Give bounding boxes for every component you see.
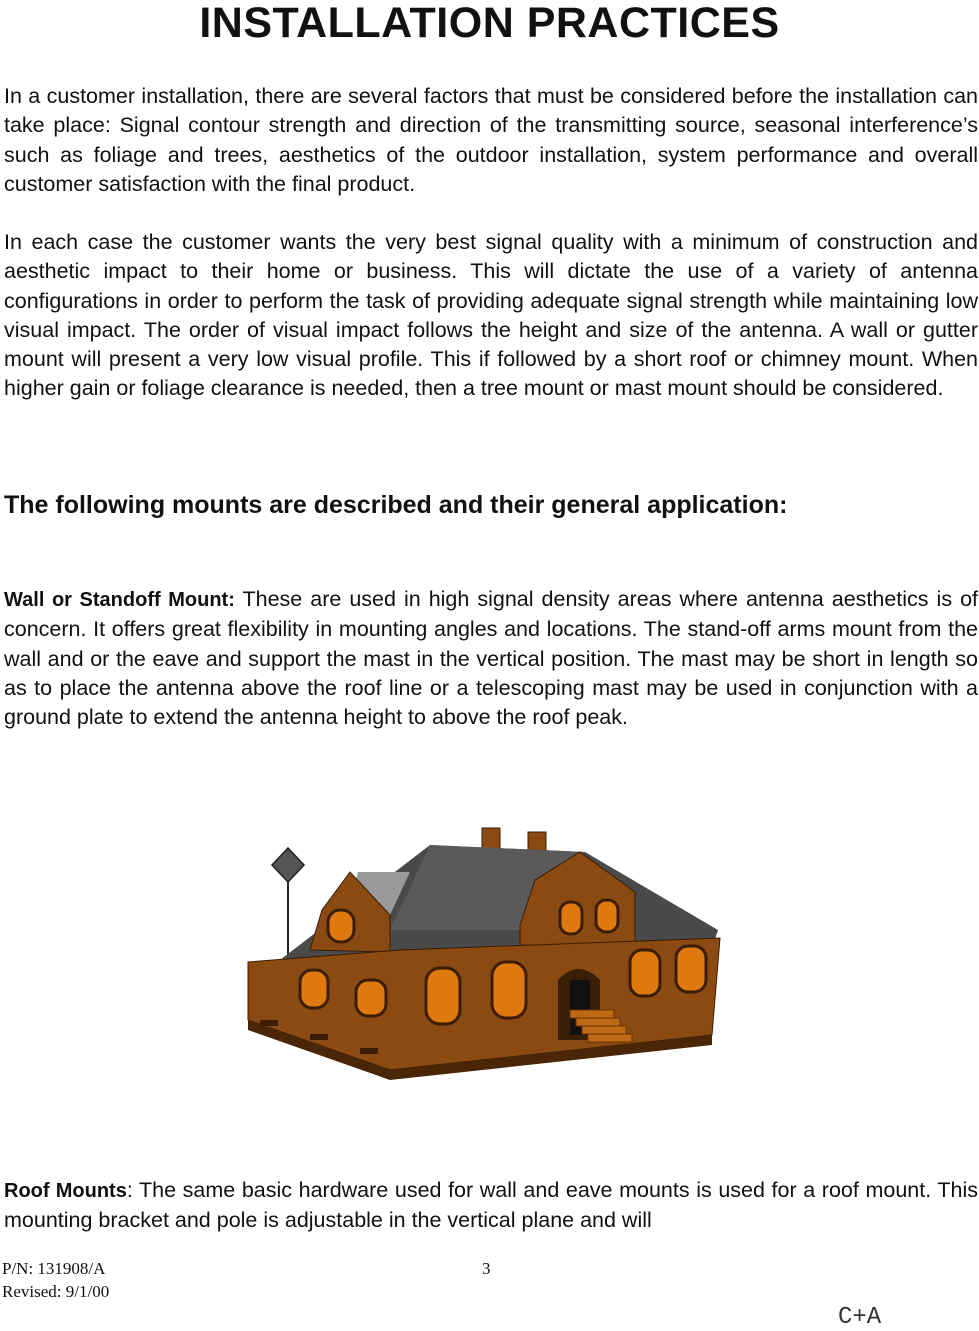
section-heading: The following mounts are described and their general application: [4, 491, 788, 519]
roof-mount-paragraph [4, 1176, 978, 1236]
roof-mount-lead: Roof Mounts [4, 1180, 127, 1202]
roof-mount-text: : The same basic hardware used for wall and eave mounts is used for a roof mount. This mounting bracket and pole is adjustable in the vertical plane and will [4, 1178, 979, 1233]
page-title: INSTALLATION PRACTICES [199, 0, 780, 47]
revision-date: Revised: 9/1/00 [2, 1282, 110, 1301]
part-number: P/N: 131908/A [2, 1259, 106, 1278]
page-number: 3 [482, 1259, 491, 1278]
wall-mount-paragraph [4, 585, 978, 732]
house-with-wall-mount-antenna-illustration [240, 820, 730, 1080]
wall-mount-text: These are used in high signal density areas where antenna aesthetics is of concern. It offers great flexibility in mounting angles and locations. The stand-off arms mount from the wall and or the eave and support the mast in the vertical position. The mast may be short in length so as to place the antenna above the roof line or a telescoping mast may be used in conjunction with a ground plate to extend the antenna height to above the roof peak. [4, 587, 979, 730]
intro-paragraph: In a customer installation, there are several factors that must be considered before the installation can take place: Signal contour strength and direction of the transmitting source, seasonal interference’s such as foliage and trees, aesthetics of the outdoor installation, system performance and overall customer satisfaction with the final product. [4, 84, 978, 196]
needs-paragraph: In each case the customer wants the very best signal quality with a minimum of construction and aesthetic impact to their home or business. This will dictate the use of a variety of antenna configurations in order to perform the task of providing adequate signal strength while maintaining low visual impact. The order of visual impact follows the height and size of the antenna. A wall or gutter mount will present a very low visual profile. This if followed by a short roof or chimney mount. When higher gain or foliage clearance is needed, then a tree mount or mast mount should be considered. [4, 230, 978, 401]
wall-mount-lead: Wall or Standoff Mount: [4, 589, 235, 611]
footer-mark: C+A [838, 1304, 882, 1331]
